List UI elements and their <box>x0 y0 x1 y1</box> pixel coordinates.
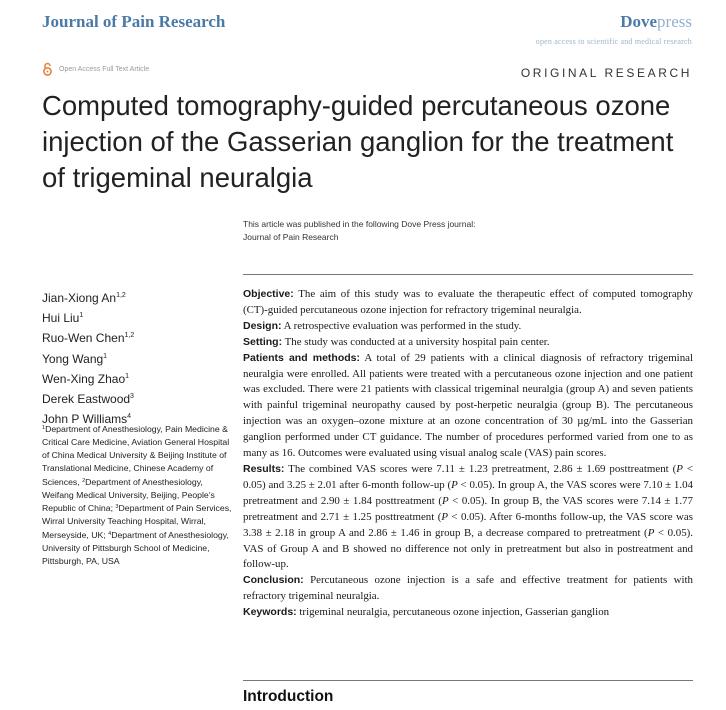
publication-note <box>243 218 475 244</box>
publisher-name-light: press <box>657 12 692 31</box>
publisher-name-bold: Dove <box>620 12 658 31</box>
author-list <box>42 287 232 428</box>
abstract-results: Results: The combined VAS scores were 7.11 ± 1.23 pretreatment, 2.86 ± 1.69 posttreatment (P < 0.05) and 3.25 ± 2.01 after 6-month follow-up (P < 0.05). In group A, the VAS scores were 7.10 ± 1.04 pretreatment and 2.90 ± 1.84 posttreatment (P < 0.05). In group B, the VAS scores were 7.14 ± 1.77 pretreatment and 2.71 ± 1.25 posttreatment (P < 0.05). After 6-months follow-up, the VAS score was 3.38 ± 2.18 in group A and 2.86 ± 1.46 in group B, a decrease compared to pretreatment (P < 0.05). VAS of Group A and B showed no difference not only in pretreatment but also in postreatment and follow-up. <box>243 462 694 571</box>
open-access-lock-icon <box>42 62 53 76</box>
open-access-label: Open Access Full Text Article <box>59 65 150 73</box>
abstract-objective: Objective: The aim of this study was to evaluate the therapeutic effect of computed tomography (CT)-guided percutaneous ozone injection for refractory trigeminal neuralgia. <box>243 288 693 316</box>
section-heading-introduction: Introduction <box>243 688 334 705</box>
author[interactable]: Yong Wang$^1$ <box>42 351 108 366</box>
author[interactable]: Hui Liu$^1$ <box>42 311 84 326</box>
publication-note-journal[interactable]: Journal of Pain Research <box>243 232 339 242</box>
article-category: ORIGINAL RESEARCH <box>520 66 692 80</box>
abstract-top-rule <box>243 274 693 275</box>
abstract-patients-methods: Patients and methods: A total of 29 patients with a clinical diagnosis of refractory trigeminal neuralgia were enrolled. All patients were treated with a percutaneous ozone injection and one patient was excluded. There were 21 patients with classical trigeminal neuralgia (group A) and seven patients with painful trigeminal neuropathy caused by post-herpetic neuralgia (group B). The percutaneous injection was an oxygen–ozone mixture at an ozone concentration of 30 µg/mL into the Gasserian ganglion performed under CT guidance. The number of procedures performed varied from one to as many as 16. Outcomes were evaluated using visual analog scale (VAS) pain scores. <box>243 351 694 460</box>
author[interactable]: Jian-Xiong An$^{1,2}$ <box>42 291 126 305</box>
abstract-keywords: Keywords: trigeminal neuralgia, percutaneous ozone injection, Gasserian ganglion <box>243 606 610 619</box>
publisher-logo[interactable] <box>620 12 692 32</box>
abstract-setting: Setting: The study was conducted at a university hospital pain center. <box>243 335 550 348</box>
abstract <box>243 287 693 621</box>
open-access-badge <box>42 62 149 76</box>
author[interactable]: Ruo-Wen Chen$^{1,2}$ <box>42 331 135 346</box>
author[interactable]: Derek Eastwood$^3$ <box>42 392 134 407</box>
abstract-bottom-rule <box>243 680 693 681</box>
article-title: Computed tomography-guided percutaneous ozone injection of the Gasserian ganglion for the treatment of trigeminal neuralgia <box>42 90 674 193</box>
publisher-tagline: open access to scientific and medical research <box>535 37 692 46</box>
abstract-conclusion: Conclusion: Percutaneous ozone injection is a safe and effective treatment for patients with refractory trigeminal neuralgia. <box>243 574 693 603</box>
affiliations: $^1$Department of Anesthesiology, Pain Medicine & Critical Care Medicine, Aviation General Hospital of China Medical University & Beijing Institute of Translational Medicine, Chinese Academy of Sciences, $^2$Department of Anesthesiology, Weifang Medical University, Beijing, People’s Republic of China; $^3$Department of Pain Services, Wirral University Teaching Hospital, Wirral, Merseyside, UK; $^4$Department of Anesthesiology, University of Pittsburgh School of Medicine, Pittsburgh, PA, USA <box>42 424 232 567</box>
abstract-design: Design: A retrospective evaluation was performed in the study. <box>243 319 522 332</box>
publication-note-line: This article was published in the following Dove Press journal: <box>243 219 476 229</box>
author[interactable]: John P Williams$^4$ <box>42 412 132 427</box>
author[interactable]: Wen-Xing Zhao$^1$ <box>42 371 130 386</box>
journal-name[interactable]: Journal of Pain Research <box>42 12 226 31</box>
